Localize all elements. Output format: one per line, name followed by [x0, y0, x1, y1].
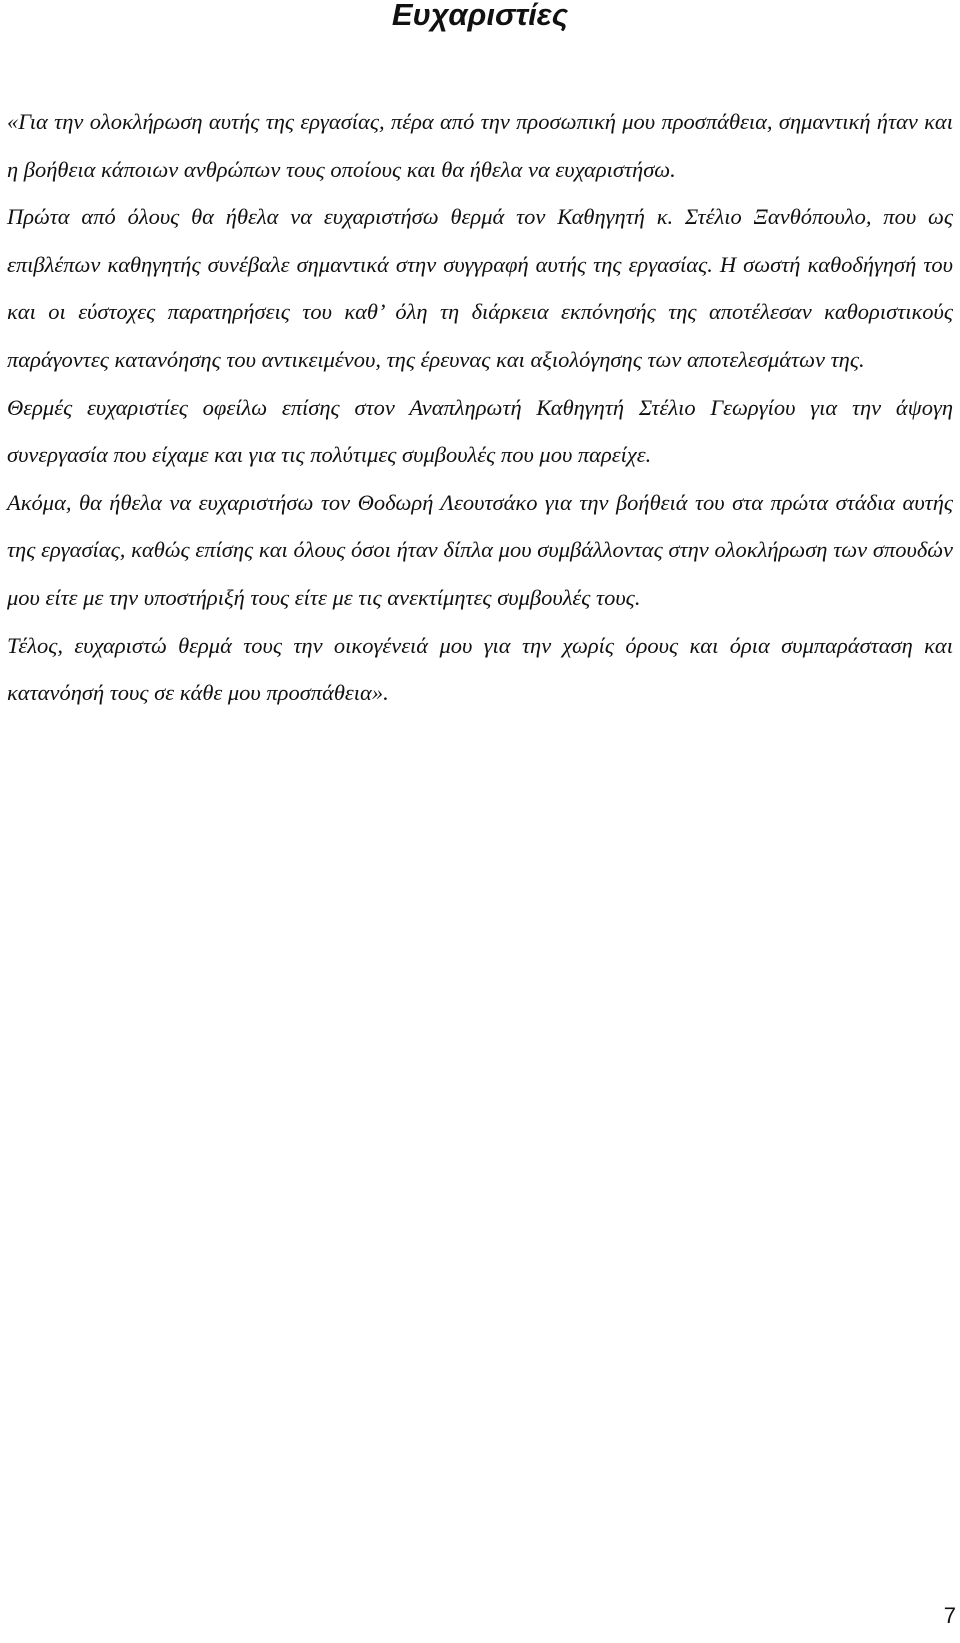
paragraph-intro: «Για την ολοκλήρωση αυτής της εργασίας, πέρα από την προσωπική μου προσπάθεια, σημαντική ήταν και η βοήθεια κάποιων ανθρώπων τους οποίους και θα ήθελα να ευχαριστήσω. [7, 109, 953, 182]
page-number: 7 [943, 1603, 956, 1628]
paragraph-family: Τέλος, ευχαριστώ θερμά τους την οικογένειά μου για την χωρίς όρους και όρια συμπαράσταση και κατανόησή τους σε κάθε μου προσπάθεια». [7, 632, 953, 706]
page-title: Ευχαριστίες [391, 0, 569, 32]
paragraph-supervisor: Πρώτα από όλους θα ήθελα να ευχαριστήσω θερμά τον Καθηγητή κ. Στέλιο Ξανθόπουλο, που ως επιβλέπων καθηγητής συνέβαλε σημαντικά στην συγγραφή αυτής της εργασίας. Η σωστή καθοδήγησή του και οι εύστοχες παρατηρήσεις του καθ’ όλη τη διάρκεια εκπόνησής της αποτέλεσαν καθοριστικούς παράγοντες κατανόησης του αντικειμένου, της έρευνας και αξιολόγησης των αποτελεσμάτων της. [7, 204, 953, 372]
paragraph-associate-professor: Θερμές ευχαριστίες οφείλω επίσης στον Αναπληρωτή Καθηγητή Στέλιο Γεωργίου για την άψογη συνεργασία που είχαμε και για τις πολύτιμες συμβουλές που μου παρείχε. [7, 394, 953, 468]
paragraph-others: Ακόμα, θα ήθελα να ευχαριστήσω τον Θοδωρή Λεουτσάκο για την βοήθειά του στα πρώτα στάδια αυτής της εργασίας, καθώς επίσης και όλους όσοι ήταν δίπλα μου συμβάλλοντας στην ολοκλήρωση των σπουδών μου είτε με την υποστήριξή τους είτε με τις ανεκτίμητες συμβουλές τους. [7, 489, 953, 610]
acknowledgements-text [7, 98, 953, 717]
